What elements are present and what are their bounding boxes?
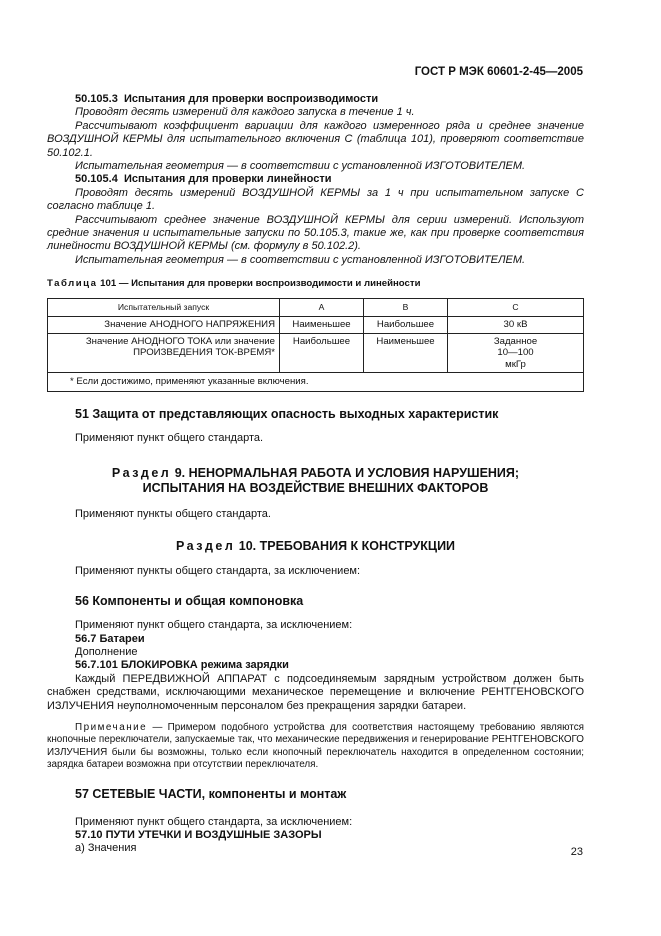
addition-label: Дополнение: [75, 646, 138, 659]
table-caption: Таблица 101 — Испытания для проверки воспроизводимости и линейности: [47, 278, 421, 290]
clause-paragraph: Рассчитывают среднее значение ВОЗДУШНОЙ КЕРМЫ для серии измерений. Используют средние значения и испытательные запуски по 50.105.3, такие же, как при проверке соответствия линейности ВОЗДУШНОЙ КЕРМЫ (см. формулу в 50.102.2).: [47, 213, 584, 253]
document-body: [47, 93, 584, 856]
table-cell: Заданное 10—100 мкГр: [448, 333, 584, 373]
section-9-heading: Раздел 9. НЕНОРМАЛЬНАЯ РАБОТА И УСЛОВИЯ НАРУШЕНИЯ; ИСПЫТАНИЯ НА ВОЗДЕЙСТВИЕ ВНЕШНИХ ФАКТОРОВ: [111, 465, 520, 495]
clause-57-heading: 57 СЕТЕВЫЕ ЧАСТИ, компоненты и монтаж: [75, 787, 347, 802]
clause-56-7-heading: 56.7 Батареи: [75, 632, 145, 645]
clause-paragraph: Испытательная геометрия — в соответствии с установленной ИЗГОТОВИТЕЛЕМ.: [75, 160, 526, 173]
list-item: a) Значения: [75, 842, 137, 855]
clause-51-heading: 51 Защита от представляющих опасность выходных характеристик: [75, 406, 499, 421]
table-cell: Наибольшее: [364, 317, 448, 334]
table-header-cell: B: [364, 298, 448, 317]
clause-paragraph: Рассчитывают коэффициент вариации для каждого измеренного ряда и среднее значение ВОЗДУШНОЙ КЕРМЫ для испытательного включения С (таблица 101), проверяют соответствие 50.102.1.: [47, 119, 584, 159]
clause-50-105-4-heading: 50.105.4 Испытания для проверки линейности: [75, 173, 332, 186]
clause-paragraph: Проводят десять измерений ВОЗДУШНОЙ КЕРМЫ за 1 ч при испытательном запуске С согласно таблице 1.: [47, 186, 584, 213]
section-paragraph: Применяют пункты общего стандарта, за исключением:: [75, 565, 361, 578]
section-10-heading: Раздел 10. ТРЕБОВАНИЯ К КОНСТРУКЦИИ: [175, 538, 456, 553]
clause-57-10-heading: 57.10 ПУТИ УТЕЧКИ И ВОЗДУШНЫЕ ЗАЗОРЫ: [75, 829, 322, 842]
page-number: 23: [570, 846, 583, 858]
table-header-row: [48, 298, 584, 317]
clause-paragraph: Применяют пункт общего стандарта.: [75, 432, 264, 445]
table-cell: 30 кВ: [448, 317, 584, 334]
clause-56-heading: 56 Компоненты и общая компоновка: [75, 593, 304, 608]
note-paragraph: Примечание — Примером подобного устройства для соответствия настоящему требованию являются кнопочные переключатели, запускаемые так, что механические передвижения и генерирование РЕНТГЕНОВСКОГО ИЗЛУЧЕНИЯ были бы возможны, только если кнопочный переключатель находится в определенном состоянии; зарядка батареи возможна при отсутствии переключателя.: [47, 722, 584, 770]
clause-paragraph: Применяют пункт общего стандарта, за исключением:: [75, 815, 353, 828]
clause-paragraph: Применяют пункт общего стандарта, за исключением:: [75, 619, 353, 632]
table-cell: Наибольшее: [280, 333, 364, 373]
table-101: [47, 298, 584, 392]
table-footnote-row: [48, 373, 584, 392]
table-header-cell: C: [448, 298, 584, 317]
table-header-cell: A: [280, 298, 364, 317]
clause-paragraph: Проводят десять измерений для каждого запуска в течение 1 ч.: [75, 106, 415, 119]
clause-56-7-101-heading: 56.7.101 БЛОКИРОВКА режима зарядки: [75, 659, 289, 672]
table-cell: Наименьшее: [364, 333, 448, 373]
table-row: [48, 333, 584, 373]
standard-header: ГОСТ Р МЭК 60601-2-45—2005: [414, 66, 583, 78]
clause-paragraph: Испытательная геометрия — в соответствии с установленной ИЗГОТОВИТЕЛЕМ.: [75, 253, 526, 266]
table-row: [48, 317, 584, 334]
clause-50-105-3-heading: 50.105.3 Испытания для проверки воспроизводимости: [75, 93, 379, 105]
table-cell: Значение АНОДНОГО НАПРЯЖЕНИЯ: [48, 317, 280, 334]
section-paragraph: Применяют пункты общего стандарта.: [75, 507, 271, 520]
table-cell: Значение АНОДНОГО ТОКА или значение ПРОИЗВЕДЕНИЯ ТОК-ВРЕМЯ*: [48, 333, 280, 373]
table-cell: Наименьшее: [280, 317, 364, 334]
clause-paragraph: Каждый ПЕРЕДВИЖНОЙ АППАРАТ с подсоединяемым зарядным устройством должен быть снабжен средствами, исключающими механическое перемещение и включение РЕНТГЕНОВСКОГО ИЗЛУЧЕНИЯ неуполномоченным персоналом без прекращения зарядки батареи.: [47, 672, 584, 712]
table-footnote: * Если достижимо, применяют указанные включения.: [48, 373, 584, 392]
table-header-cell: Испытательный запуск: [48, 298, 280, 317]
